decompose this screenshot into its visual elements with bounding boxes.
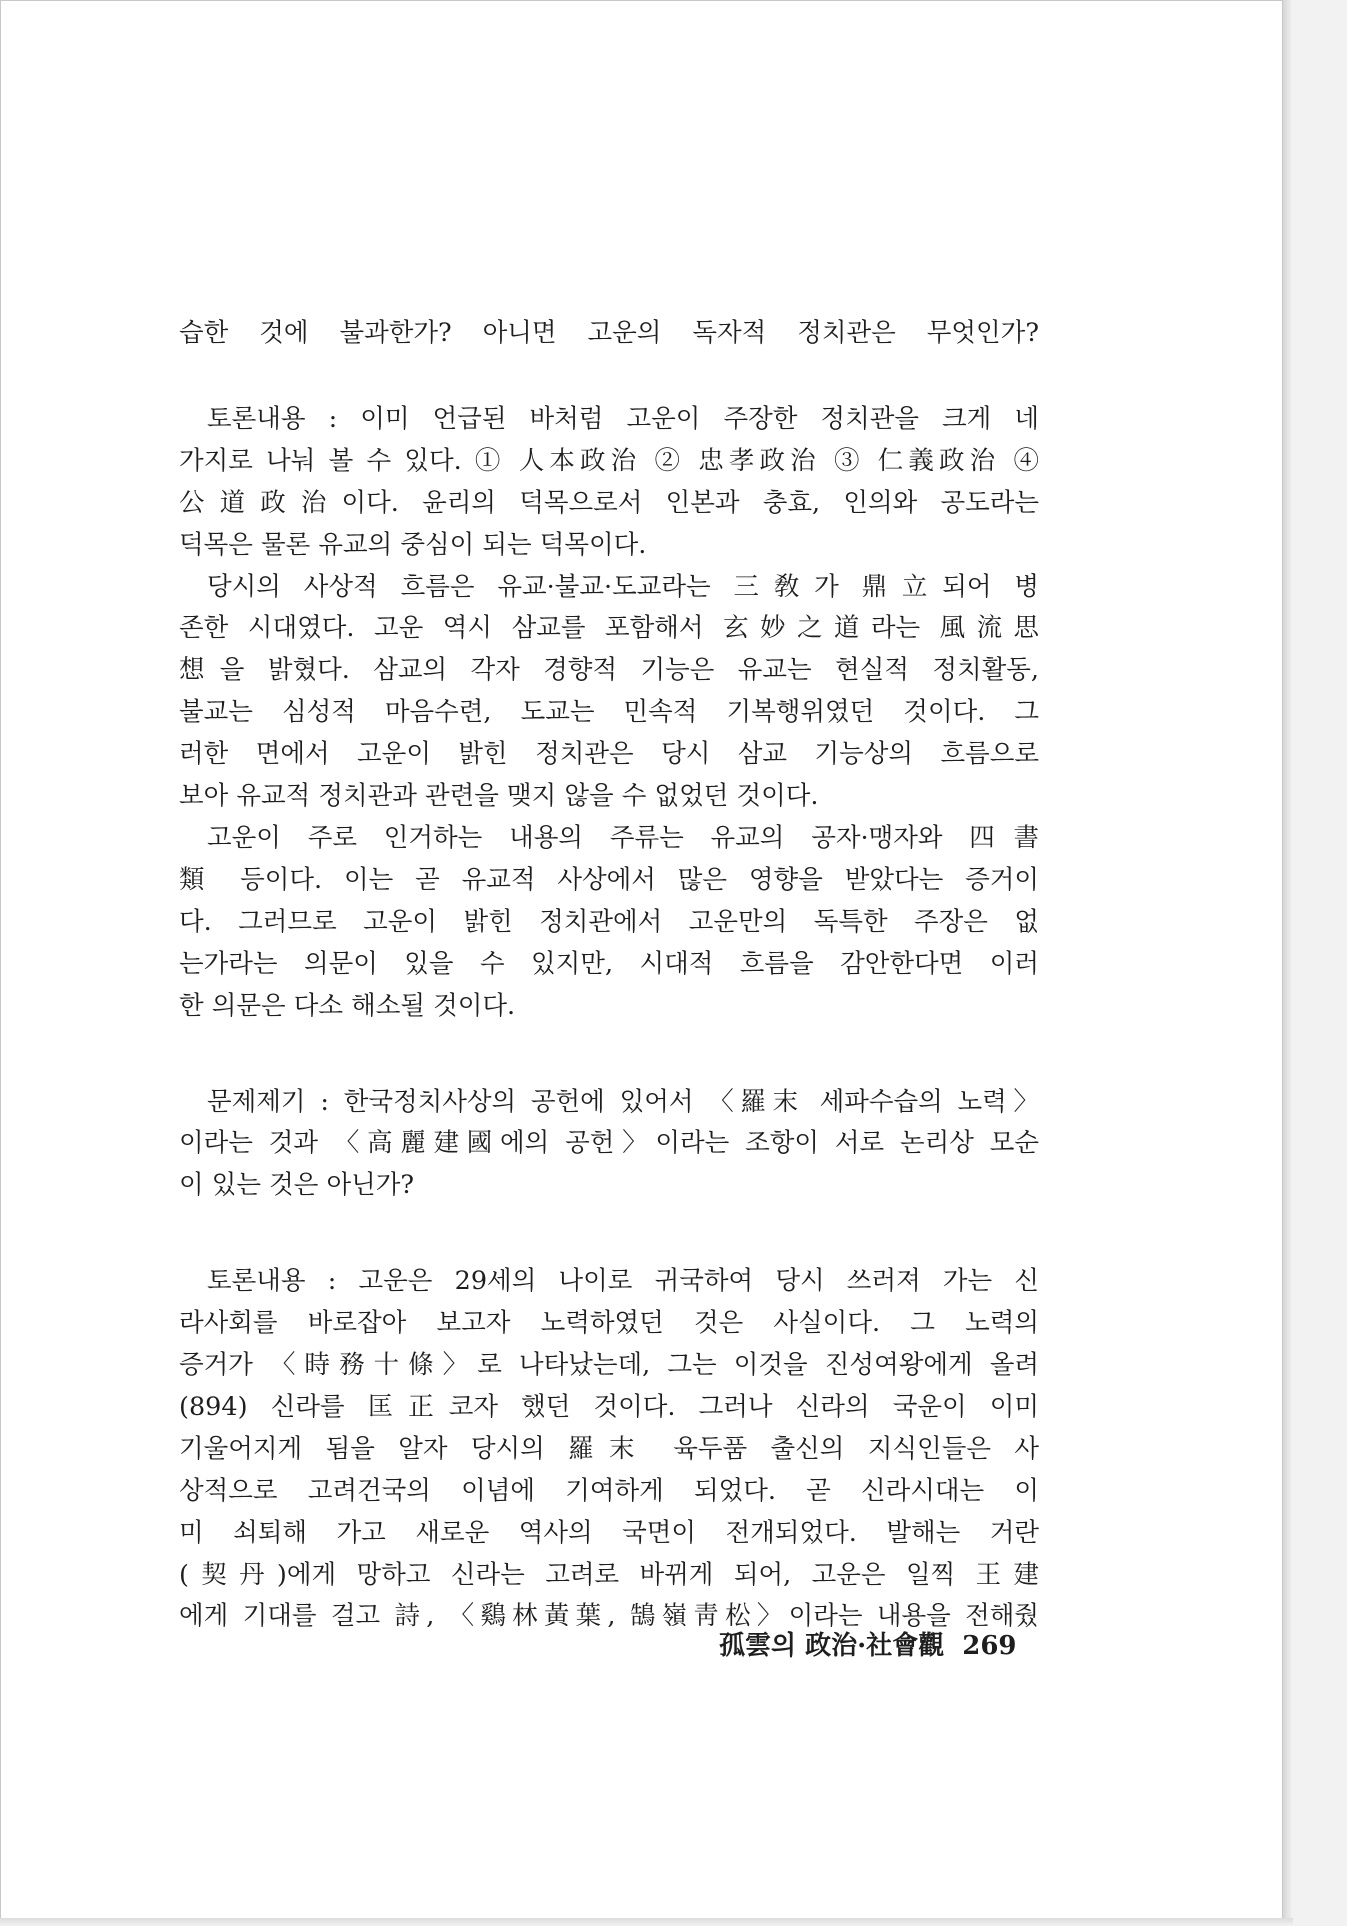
page-edge-shadow: [1283, 0, 1293, 1926]
page-number: 269: [962, 1631, 1017, 1661]
text-line: 당시의 사상적 흐름은 유교·불교·도교라는 三敎가 鼎立되어 병: [207, 571, 1039, 602]
text-line: 미 쇠퇴해 가고 새로운 역사의 국면이 전개되었다. 발해는 거란: [179, 1517, 1039, 1548]
paragraph-discussion-1: [179, 399, 1039, 441]
text-line: 公道政治이다. 윤리의 덕목으로서 인본과 충효, 인의와 공도라는: [179, 487, 1039, 518]
text-line: 토론내용 : 이미 언급된 바처럼 고운이 주장한 정치관을 크게 네: [207, 403, 1039, 434]
text-line: 가지로 나눠 볼 수 있다. ① 人本政治 ② 忠孝政治 ③ 仁義政治 ④: [179, 445, 1039, 476]
text-line: 고운이 주로 인거하는 내용의 주류는 유교의 공자·맹자와 四書: [207, 822, 1039, 853]
text-line: 덕목은 물론 유교의 중심이 되는 덕목이다.: [179, 529, 647, 560]
text-line: 라사회를 바로잡아 보고자 노력하였던 것은 사실이다. 그 노력의: [179, 1308, 1039, 1339]
paragraph-confucian-influence: [179, 818, 1039, 860]
text-line: 러한 면에서 고운이 밝힌 정치관은 당시 삼교 기능상의 흐름으로: [179, 739, 1039, 770]
text-line: 증거가 〈時務十條〉로 나타났는데, 그는 이것을 진성여왕에게 올려: [179, 1350, 1039, 1381]
paragraph-thought-flow: [179, 567, 1039, 609]
page-footer: [719, 1625, 1039, 1662]
text-line: 문제제기 : 한국정치사상의 공헌에 있어서 〈羅末 세파수습의 노력〉: [207, 1086, 1039, 1117]
text-line: 보아 유교적 정치관과 관련을 맺지 않을 수 없었던 것이다.: [179, 781, 819, 812]
text-line: 습한 것에 불과한가? 아니면 고운의 독자적 정치관은 무엇인가?: [179, 318, 1039, 348]
text-line: 이라는 것과 〈高麗建國에의 공헌〉이라는 조항이 서로 논리상 모순: [179, 1128, 1039, 1159]
text-line: 상적으로 고려건국의 이념에 기여하게 되었다. 곧 신라시대는 이: [179, 1475, 1039, 1506]
text-line: 에게 기대를 걸고 詩, 〈鷄林黃葉, 鵠嶺靑松〉이라는 내용을 전해줬: [179, 1601, 1039, 1632]
running-head: 孤雲의 政治·社會觀: [719, 1631, 945, 1661]
text-line: 존한 시대였다. 고운 역시 삼교를 포함해서 玄妙之道라는 風流思: [179, 613, 1039, 644]
text-line: (契丹)에게 망하고 신라는 고려로 바뀌게 되어, 고운은 일찍 王建: [179, 1559, 1039, 1590]
text-line: (894) 신라를 匡正코자 했던 것이다. 그러나 신라의 국운이 이미: [179, 1391, 1039, 1422]
paragraph-gap: [179, 1028, 1039, 1082]
paragraph-discussion-2: [179, 1261, 1039, 1303]
text-line: 想을 밝혔다. 삼교의 각자 경향적 기능은 유교는 현실적 정치활동,: [179, 655, 1039, 686]
paragraph-gap: [179, 1207, 1039, 1261]
page-edge-shadow: [0, 1918, 1293, 1926]
body-text: [179, 313, 1039, 1638]
text-line: 기울어지게 됨을 알자 당시의 羅末 육두품 출신의 지식인들은 사: [179, 1433, 1039, 1464]
paragraph-gap: [179, 355, 1039, 399]
text-line: 불교는 심성적 마음수련, 도교는 민속적 기복행위였던 것이다. 그: [179, 697, 1039, 728]
text-line: 이 있는 것은 아닌가?: [179, 1170, 415, 1201]
text-line: 다. 그러므로 고운이 밝힌 정치관에서 고운만의 독특한 주장은 없: [179, 906, 1039, 937]
text-line: 類 등이다. 이는 곧 유교적 사상에서 많은 영향을 받았다는 증거이: [179, 864, 1039, 895]
text-line: 토론내용 : 고운은 29세의 나이로 귀국하여 당시 쓰러져 가는 신: [207, 1266, 1039, 1297]
text-line: 한 의문은 다소 해소될 것이다.: [179, 990, 516, 1021]
paragraph-question-2: [179, 1082, 1039, 1124]
text-line: 는가라는 의문이 있을 수 있지만, 시대적 흐름을 감안한다면 이러: [179, 948, 1039, 979]
